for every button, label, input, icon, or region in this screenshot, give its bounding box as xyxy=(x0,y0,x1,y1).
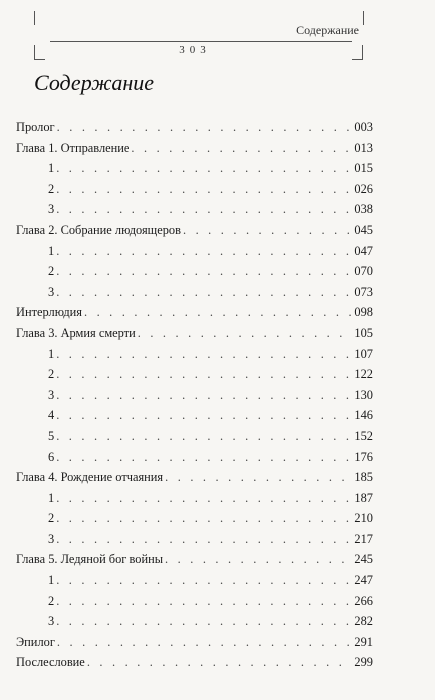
toc-entry[interactable] xyxy=(16,405,373,426)
toc-dot-leader xyxy=(56,282,352,303)
toc-dot-leader xyxy=(56,611,352,632)
toc-entry-page: 245 xyxy=(354,552,373,567)
toc-entry[interactable] xyxy=(16,385,373,406)
header-rule xyxy=(50,41,352,42)
toc-entry-label: 1 xyxy=(48,243,55,258)
toc-entry-label: 2 xyxy=(48,593,55,608)
toc-dot-leader xyxy=(56,261,352,282)
toc-entry-label: 3 xyxy=(48,202,55,217)
toc-dot-leader xyxy=(131,138,352,159)
toc-entry[interactable] xyxy=(16,611,373,632)
toc-entry-page: 003 xyxy=(354,120,373,134)
toc-dot-leader xyxy=(165,467,352,488)
toc-entry-page: 122 xyxy=(354,367,373,382)
toc-entry-label: Интерлюдия xyxy=(16,305,82,320)
toc-entry-label: 3 xyxy=(48,284,55,299)
toc-entry-label: 1 xyxy=(48,346,55,361)
toc-entry[interactable] xyxy=(16,117,373,138)
toc-dot-leader xyxy=(56,508,352,529)
toc-entry-label: 2 xyxy=(48,511,55,526)
toc-entry[interactable] xyxy=(16,549,373,570)
toc-entry-label: Глава 2. Собрание людоящеров xyxy=(16,222,181,237)
running-title: Содержание xyxy=(296,23,359,37)
toc-entry-page: 107 xyxy=(354,346,373,361)
toc-entry-label: Пролог xyxy=(16,120,55,134)
toc-entry[interactable] xyxy=(16,570,373,591)
toc-entry[interactable] xyxy=(16,199,373,220)
toc-dot-leader xyxy=(87,652,353,673)
header-frame-corner xyxy=(34,11,35,25)
toc-entry-label: 1 xyxy=(48,161,55,176)
toc-entry[interactable] xyxy=(16,364,373,385)
toc-entry-label: 1 xyxy=(48,573,55,588)
toc-dot-leader xyxy=(56,241,352,262)
toc-dot-leader xyxy=(56,529,352,550)
toc-entry-page: 152 xyxy=(354,428,373,443)
toc-entry[interactable] xyxy=(16,488,373,509)
toc-entry-page: 291 xyxy=(354,634,373,649)
toc-entry-page: 013 xyxy=(354,140,373,155)
toc-entry[interactable] xyxy=(16,241,373,262)
toc-entry-page: 130 xyxy=(354,387,373,402)
toc-entry-label: 5 xyxy=(48,428,55,443)
toc-entry[interactable] xyxy=(16,138,373,159)
toc-dot-leader xyxy=(56,426,352,447)
toc-entry-label: Глава 4. Рождение отчаяния xyxy=(16,470,164,485)
toc-dot-leader xyxy=(56,344,352,365)
toc-entry[interactable] xyxy=(16,447,373,468)
toc-entry-page: 299 xyxy=(354,655,373,670)
toc-dot-leader xyxy=(84,302,352,323)
table-of-contents xyxy=(16,117,373,673)
toc-entry[interactable] xyxy=(16,632,373,653)
toc-entry[interactable] xyxy=(16,467,373,488)
toc-entry[interactable] xyxy=(16,426,373,447)
toc-entry-page: 015 xyxy=(354,161,373,176)
page-number: 303 xyxy=(179,44,211,56)
toc-entry[interactable] xyxy=(16,529,373,550)
toc-entry-page: 026 xyxy=(354,181,373,196)
toc-entry[interactable] xyxy=(16,302,373,323)
toc-entry-page: 210 xyxy=(354,511,373,526)
toc-entry[interactable] xyxy=(16,220,373,241)
toc-entry-label: 6 xyxy=(48,449,55,464)
toc-entry-page: 047 xyxy=(354,243,373,258)
toc-entry-page: 146 xyxy=(354,408,373,423)
toc-entry-label: 1 xyxy=(48,490,55,505)
toc-entry[interactable] xyxy=(16,591,373,612)
toc-entry[interactable] xyxy=(16,344,373,365)
toc-entry[interactable] xyxy=(16,179,373,200)
toc-heading: Содержание xyxy=(34,70,155,95)
toc-dot-leader xyxy=(57,117,353,138)
toc-entry-label: Глава 1. Отправление xyxy=(16,140,130,155)
toc-entry[interactable] xyxy=(16,158,373,179)
toc-dot-leader xyxy=(183,220,352,241)
header-frame-corner xyxy=(363,11,364,25)
toc-entry-page: 266 xyxy=(354,593,373,608)
toc-entry[interactable] xyxy=(16,652,373,673)
toc-entry-page: 073 xyxy=(354,284,373,299)
toc-dot-leader xyxy=(56,364,352,385)
toc-dot-leader xyxy=(56,488,352,509)
toc-entry-page: 045 xyxy=(354,222,373,237)
toc-entry-page: 176 xyxy=(354,449,373,464)
toc-entry[interactable] xyxy=(16,323,373,344)
toc-entry-page: 282 xyxy=(354,614,373,629)
toc-entry-label: 3 xyxy=(48,387,55,402)
toc-entry-label: 2 xyxy=(48,181,55,196)
toc-entry[interactable] xyxy=(16,261,373,282)
toc-dot-leader xyxy=(56,570,352,591)
toc-entry-label: 3 xyxy=(48,614,55,629)
toc-entry-page: 098 xyxy=(354,305,373,320)
toc-entry[interactable] xyxy=(16,508,373,529)
toc-entry-page: 070 xyxy=(354,264,373,279)
toc-entry-label: 3 xyxy=(48,531,55,546)
toc-dot-leader xyxy=(56,591,352,612)
toc-entry-label: Послесловие xyxy=(16,655,85,670)
toc-dot-leader xyxy=(138,323,353,344)
toc-dot-leader xyxy=(165,549,352,570)
toc-entry-label: 4 xyxy=(48,408,55,423)
toc-entry-page: 038 xyxy=(354,202,373,217)
toc-entry-label: 2 xyxy=(48,367,55,382)
toc-entry-label: Глава 3. Армия смерти xyxy=(16,325,136,340)
toc-dot-leader xyxy=(56,158,352,179)
toc-entry-page: 247 xyxy=(354,573,373,588)
toc-entry-page: 187 xyxy=(354,490,373,505)
toc-dot-leader xyxy=(56,199,352,220)
toc-entry[interactable] xyxy=(16,282,373,303)
toc-entry-page: 105 xyxy=(354,325,373,340)
toc-entry-page: 217 xyxy=(354,531,373,546)
toc-dot-leader xyxy=(56,385,352,406)
toc-entry-label: 2 xyxy=(48,264,55,279)
toc-dot-leader xyxy=(56,447,352,468)
toc-entry-label: Эпилог xyxy=(16,634,55,649)
toc-dot-leader xyxy=(56,405,352,426)
toc-dot-leader xyxy=(57,632,353,653)
toc-entry-page: 185 xyxy=(354,470,373,485)
toc-dot-leader xyxy=(56,179,352,200)
toc-entry-label: Глава 5. Ледяной бог войны xyxy=(16,552,164,567)
